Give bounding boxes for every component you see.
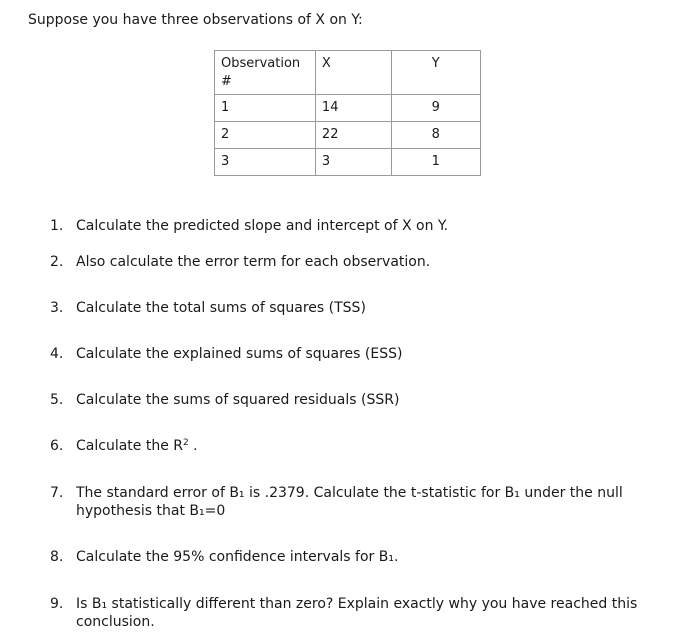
question-number: 8. xyxy=(50,549,64,565)
header-observation: Observation # xyxy=(215,51,316,95)
intro-text: Suppose you have three observations of X on Y: xyxy=(28,12,363,28)
question-number: 9. xyxy=(50,596,64,612)
cell-observation: 3 xyxy=(215,149,316,176)
cell-y: 9 xyxy=(391,95,480,122)
table-row xyxy=(215,122,481,149)
question-number: 5. xyxy=(50,392,64,408)
question-text xyxy=(76,437,646,455)
cell-observation: 1 xyxy=(215,95,316,122)
question-text: Calculate the explained sums of squares (ESS) xyxy=(76,346,403,362)
cell-x: 22 xyxy=(315,122,391,149)
question-item xyxy=(50,548,646,566)
question-text: Calculate the sums of squared residuals (SSR) xyxy=(76,392,400,408)
question-text: Is B₁ statistically different than zero? Explain exactly why you have reached this conclusion. xyxy=(76,596,638,630)
question-number: 2. xyxy=(50,254,64,270)
cell-x: 14 xyxy=(315,95,391,122)
cell-x: 3 xyxy=(315,149,391,176)
question-item xyxy=(50,217,646,235)
header-x: X xyxy=(315,51,391,95)
question-number: 1. xyxy=(50,218,64,234)
table-row xyxy=(215,95,481,122)
question-text: Calculate the predicted slope and intercept of X on Y. xyxy=(76,218,449,234)
question-number: 7. xyxy=(50,485,64,501)
question-item xyxy=(50,391,646,409)
question-number: 6. xyxy=(50,438,64,454)
question-text-suffix: . xyxy=(188,438,198,454)
question-item xyxy=(50,253,646,271)
question-item xyxy=(50,299,646,317)
question-text: Calculate the total sums of squares (TSS) xyxy=(76,300,366,316)
observations-table xyxy=(214,50,481,176)
header-y: Y xyxy=(391,51,480,95)
cell-observation: 2 xyxy=(215,122,316,149)
cell-y: 1 xyxy=(391,149,480,176)
table-header-row xyxy=(215,51,481,95)
question-item xyxy=(50,595,646,631)
question-number: 4. xyxy=(50,346,64,362)
question-text-main: Calculate the R xyxy=(76,438,183,454)
question-item xyxy=(50,345,646,363)
question-item xyxy=(50,484,646,520)
question-text: The standard error of B₁ is .2379. Calculate the t-statistic for B₁ under the null hypothesis that B₁=0 xyxy=(76,485,623,519)
question-number: 3. xyxy=(50,300,64,316)
table-row xyxy=(215,149,481,176)
question-item xyxy=(50,437,646,455)
question-text: Calculate the 95% confidence intervals for B₁. xyxy=(76,549,399,565)
superscript-two: 2 xyxy=(183,438,189,448)
cell-y: 8 xyxy=(391,122,480,149)
question-text: Also calculate the error term for each observation. xyxy=(76,254,431,270)
